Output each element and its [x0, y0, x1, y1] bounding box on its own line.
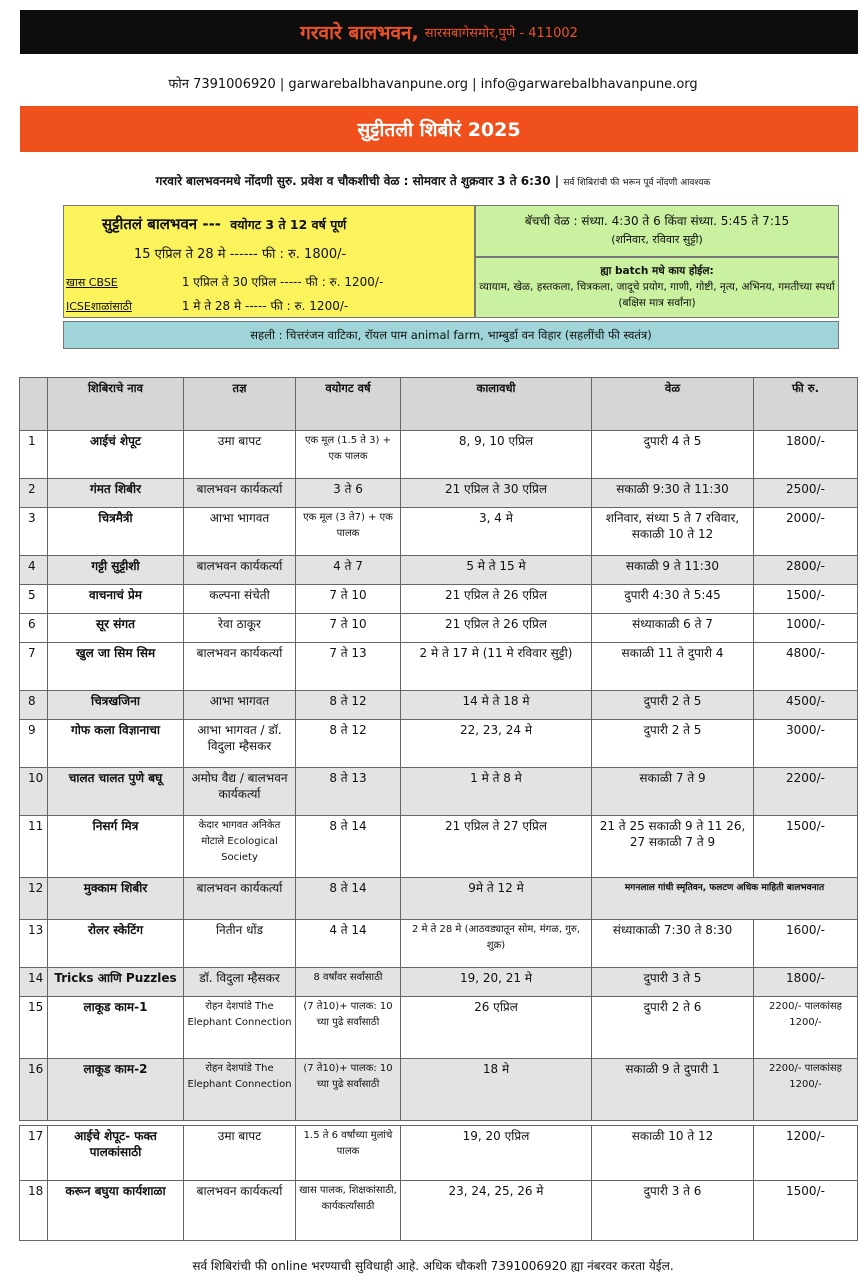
cell-time: दुपारी 4:30 ते 5:45: [592, 585, 754, 614]
cell-expert: नितीन धोंड: [184, 920, 296, 968]
cell-num: 13: [20, 920, 48, 968]
cell-time: संध्याकाळी 7:30 ते 8:30: [592, 920, 754, 968]
cell-num: 18: [20, 1181, 48, 1241]
cbse-text: 1 एप्रिल ते 30 एप्रिल ----- फी : रु. 1200/-: [181, 275, 384, 289]
page-title: सुट्टीतली शिबीरं 2025: [20, 106, 858, 152]
cell-duration: 22, 23, 24 मे: [401, 720, 592, 768]
cell-duration: 2 मे ते 28 मे (आठवड्यातून सोम, मंगळ, गुरु, शुक्र): [401, 920, 592, 968]
table-row: [20, 614, 858, 643]
cell-fee: 1000/-: [754, 614, 858, 643]
cell-age: 4 ते 7: [296, 556, 401, 585]
col-header-num: [20, 378, 48, 431]
cell-name: गंमत शिबीर: [48, 479, 184, 508]
cell-expert: कल्पना संचेती: [184, 585, 296, 614]
info-box: [63, 205, 839, 350]
cell-name: मुक्काम शिबीर: [48, 878, 184, 920]
cell-name: आईचं शेपूट: [48, 431, 184, 479]
cell-expert: बालभवन कार्यकर्त्या: [184, 556, 296, 585]
col-header-time: वेळ: [592, 378, 754, 431]
table-row: [20, 968, 858, 997]
cell-expert: बालभवन कार्यकर्त्या: [184, 1181, 296, 1241]
cell-time: दुपारी 3 ते 5: [592, 968, 754, 997]
cell-duration: 21 एप्रिल ते 26 एप्रिल: [401, 614, 592, 643]
table-row: [20, 768, 858, 816]
cell-age: 8 ते 12: [296, 691, 401, 720]
main-camp-box: [63, 205, 475, 318]
icse-text: 1 मे ते 28 मे ----- फी : रु. 1200/-: [181, 299, 349, 313]
cell-fee: 4500/-: [754, 691, 858, 720]
cbse-label: खास CBSE: [66, 276, 118, 289]
table-row: [20, 878, 858, 920]
registration-notice: [0, 172, 866, 189]
cell-expert: बालभवन कार्यकर्त्या: [184, 643, 296, 691]
cell-duration: 9मे ते 12 मे: [401, 878, 592, 920]
table-header-row: [20, 378, 858, 431]
cell-expert: रोहन देशपांडे The Elephant Connection: [184, 997, 296, 1059]
cell-age: 8 ते 14: [296, 878, 401, 920]
cell-duration: 18 मे: [401, 1059, 592, 1121]
col-header-name: शिबिराचे नाव: [48, 378, 184, 431]
table-row: [20, 479, 858, 508]
cell-name: Tricks आणि Puzzles: [48, 968, 184, 997]
table-row: [20, 643, 858, 691]
cell-duration: 23, 24, 25, 26 मे: [401, 1181, 592, 1241]
cell-name: खुल जा सिम सिम: [48, 643, 184, 691]
cell-name: निसर्ग मित्र: [48, 816, 184, 878]
batch-time-box: [475, 205, 839, 257]
cell-name: वाचनाचं प्रेम: [48, 585, 184, 614]
cell-time: सकाळी 9 ते दुपारी 1: [592, 1059, 754, 1121]
cell-age: 3 ते 6: [296, 479, 401, 508]
cell-num: 1: [20, 431, 48, 479]
cell-num: 17: [20, 1126, 48, 1181]
cell-age: 4 ते 14: [296, 920, 401, 968]
cell-expert: उमा बापट: [184, 1126, 296, 1181]
batch-time: बॅचची वेळ : संध्या. 4:30 ते 6 किंवा संध्या. 5:45 ते 7:15: [524, 214, 790, 228]
camps-table: [19, 377, 858, 1241]
cell-num: 12: [20, 878, 48, 920]
table-row: [20, 508, 858, 556]
col-header-duration: कालावधी: [401, 378, 592, 431]
cell-expert: आभा भागवत: [184, 508, 296, 556]
cell-name: चित्रखजिना: [48, 691, 184, 720]
notice-main: गरवारे बालभवनमधे नोंदणी सुरु. प्रवेश व चौकशीची वेळ : सोमवार ते शुक्रवार 3 ते 6:30 |: [155, 174, 560, 188]
cell-name: चित्रमैत्री: [48, 508, 184, 556]
cell-num: 11: [20, 816, 48, 878]
cell-fee: 1500/-: [754, 585, 858, 614]
batch-heading: ह्या batch मधे काय होईल:: [600, 265, 714, 277]
cell-time: संध्याकाळी 6 ते 7: [592, 614, 754, 643]
cell-name: सूर संगत: [48, 614, 184, 643]
cell-num: 2: [20, 479, 48, 508]
cell-fee: 3000/-: [754, 720, 858, 768]
cell-time: सकाळी 10 ते 12: [592, 1126, 754, 1181]
batch-note: (शनिवार, रविवार सुट्टी): [611, 233, 703, 246]
col-header-age: वयोगट वर्ष: [296, 378, 401, 431]
cell-fee: 1200/-: [754, 1126, 858, 1181]
org-address: सारसबागेसमोर,पुणे - 411002: [424, 26, 578, 41]
cell-fee: 4800/-: [754, 643, 858, 691]
cell-duration: 26 एप्रिल: [401, 997, 592, 1059]
table-row: [20, 920, 858, 968]
cell-num: 16: [20, 1059, 48, 1121]
cell-fee: 2800/-: [754, 556, 858, 585]
notice-small: सर्व शिबिरांची फी भरून पूर्व नोंदणी आवश्यक: [563, 178, 711, 188]
outings-box: सहली : चित्तरंजन वाटिका, रॉयल पाम animal farm, भाम्बुर्डा वन विहार (सहलींची फी स्वतंत्र): [63, 321, 839, 349]
cell-fee: 1800/-: [754, 431, 858, 479]
cell-fee: 1500/-: [754, 816, 858, 878]
cell-duration: 2 मे ते 17 मे (11 मे रविवार सुट्टी): [401, 643, 592, 691]
cell-time: सकाळी 9 ते 11:30: [592, 556, 754, 585]
cell-num: 10: [20, 768, 48, 816]
cell-expert: अमोघ वैद्य / बालभवन कार्यकर्त्या: [184, 768, 296, 816]
table-row: [20, 816, 858, 878]
cell-age: 8 वर्षांवर सर्वांसाठी: [296, 968, 401, 997]
cell-fee: 1800/-: [754, 968, 858, 997]
cell-duration: 21 एप्रिल ते 27 एप्रिल: [401, 816, 592, 878]
cell-duration: 21 एप्रिल ते 30 एप्रिल: [401, 479, 592, 508]
cell-name: लाकूड काम-2: [48, 1059, 184, 1121]
cell-expert: बालभवन कार्यकर्त्या: [184, 479, 296, 508]
cell-num: 8: [20, 691, 48, 720]
cell-duration: 14 मे ते 18 मे: [401, 691, 592, 720]
cell-age: 8 ते 12: [296, 720, 401, 768]
cell-name: गट्टी सुट्टीशी: [48, 556, 184, 585]
main-camp-dates: 15 एप्रिल ते 28 मे ------ फी : रु. 1800/-: [134, 247, 347, 262]
cell-num: 5: [20, 585, 48, 614]
cell-expert: उमा बापट: [184, 431, 296, 479]
cell-age: एक मूल (1.5 ते 3) + एक पालक: [296, 431, 401, 479]
cbse-row: [66, 273, 383, 290]
cell-age: 8 ते 13: [296, 768, 401, 816]
cell-time: सकाळी 9:30 ते 11:30: [592, 479, 754, 508]
cell-fee: 2200/-: [754, 768, 858, 816]
table-row: [20, 1126, 858, 1181]
cell-time: दुपारी 2 ते 5: [592, 691, 754, 720]
cell-duration: 19, 20 एप्रिल: [401, 1126, 592, 1181]
table-row: [20, 997, 858, 1059]
table-row: [20, 585, 858, 614]
org-name: गरवारे बालभवन,: [300, 22, 419, 44]
cell-age: 8 ते 14: [296, 816, 401, 878]
footer-note: सर्व शिबिरांची फी online भरण्याची सुविधाही आहे. अधिक चौकशी 7391006920 ह्या नंबरवर करता येईल.: [192, 1259, 674, 1273]
main-camp-age: वयोगट 3 ते 12 वर्ष पूर्ण: [230, 217, 347, 232]
cell-expert: रोहन देशपांडे The Elephant Connection: [184, 1059, 296, 1121]
cell-num: 15: [20, 997, 48, 1059]
cell-age: 7 ते 10: [296, 585, 401, 614]
icse-row: [66, 297, 348, 314]
table-row: [20, 556, 858, 585]
cell-time: सकाळी 7 ते 9: [592, 768, 754, 816]
cell-time: मगनलाल गांधी स्मृतिवन, फलटण अधिक माहिती बालभवनात: [592, 878, 858, 920]
main-camp-title: सुट्टीतलं बालभवन ---: [102, 215, 222, 233]
cell-age: खास पालक, शिक्षकांसाठी, कार्यकर्त्यांसाठी: [296, 1181, 401, 1241]
batch-activities-box: [475, 257, 839, 318]
cell-name: करून बघुया कार्यशाळा: [48, 1181, 184, 1241]
cell-time: दुपारी 2 ते 6: [592, 997, 754, 1059]
icse-label: ICSEशाळांसाठी: [66, 300, 132, 313]
cell-age: 7 ते 13: [296, 643, 401, 691]
cell-duration: 5 मे ते 15 मे: [401, 556, 592, 585]
cell-time: 21 ते 25 सकाळी 9 ते 11 26, 27 सकाळी 7 ते 9: [592, 816, 754, 878]
cell-time: सकाळी 11 ते दुपारी 4: [592, 643, 754, 691]
cell-num: 3: [20, 508, 48, 556]
cell-fee: 2500/-: [754, 479, 858, 508]
contact-line: फोन 7391006920 | garwarebalbhavanpune.org | info@garwarebalbhavanpune.org: [168, 77, 698, 92]
cell-num: 14: [20, 968, 48, 997]
cell-name: आईचे शेपूट- फक्त पालकांसाठी: [48, 1126, 184, 1181]
cell-expert: रेवा ठाकूर: [184, 614, 296, 643]
col-header-expert: तज्ञ: [184, 378, 296, 431]
cell-name: रोलर स्केटिंग: [48, 920, 184, 968]
cell-expert: बालभवन कार्यकर्त्या: [184, 878, 296, 920]
cell-fee: 1500/-: [754, 1181, 858, 1241]
cell-fee: 1600/-: [754, 920, 858, 968]
cell-fee: 2200/- पालकांसह 1200/-: [754, 1059, 858, 1121]
cell-time: शनिवार, संध्या 5 ते 7 रविवार, सकाळी 10 ते 12: [592, 508, 754, 556]
cell-time: दुपारी 2 ते 5: [592, 720, 754, 768]
table-row: [20, 1181, 858, 1241]
cell-duration: 21 एप्रिल ते 26 एप्रिल: [401, 585, 592, 614]
table-row: [20, 720, 858, 768]
cell-age: (7 ते10)+ पालक: 10 च्या पुढे सर्वांसाठी: [296, 997, 401, 1059]
cell-time: दुपारी 4 ते 5: [592, 431, 754, 479]
cell-age: (7 ते10)+ पालक: 10 च्या पुढे सर्वांसाठी: [296, 1059, 401, 1121]
cell-num: 9: [20, 720, 48, 768]
cell-name: चालत चालत पुणे बघू: [48, 768, 184, 816]
header-bar: [20, 10, 858, 54]
cell-duration: 8, 9, 10 एप्रिल: [401, 431, 592, 479]
cell-num: 7: [20, 643, 48, 691]
cell-num: 4: [20, 556, 48, 585]
cell-age: एक मूल (3 ते7) + एक पालक: [296, 508, 401, 556]
cell-name: लाकूड काम-1: [48, 997, 184, 1059]
batch-activities: व्यायाम, खेळ, हस्तकला, चित्रकला, जादूचे प्रयोग, गाणी, गोष्टी, नृत्य, अभिनय, गमतीच्या स्पर्धा (बक्षिस मात्र सर्वांना): [479, 281, 835, 309]
cell-age: 1.5 ते 6 वर्षांच्या मुलांचे पालक: [296, 1126, 401, 1181]
cell-name: गोफ कला विज्ञानाचा: [48, 720, 184, 768]
cell-expert: आभा भागवत: [184, 691, 296, 720]
cell-duration: 19, 20, 21 मे: [401, 968, 592, 997]
cell-fee: 2000/-: [754, 508, 858, 556]
cell-fee: 2200/- पालकांसह 1200/-: [754, 997, 858, 1059]
col-header-fee: फी रु.: [754, 378, 858, 431]
cell-expert: आभा भागवत / डॉ. विदुला म्हैसकर: [184, 720, 296, 768]
cell-num: 6: [20, 614, 48, 643]
cell-time: दुपारी 3 ते 6: [592, 1181, 754, 1241]
cell-expert: डॉ. विदुला म्हैसकर: [184, 968, 296, 997]
cell-age: 7 ते 10: [296, 614, 401, 643]
cell-duration: 1 मे ते 8 मे: [401, 768, 592, 816]
cell-duration: 3, 4 मे: [401, 508, 592, 556]
table-row: [20, 431, 858, 479]
cell-expert: केदार भागवत अनिकेत मोटाले Ecological Society: [184, 816, 296, 878]
table-row: [20, 1059, 858, 1121]
table-row: [20, 691, 858, 720]
